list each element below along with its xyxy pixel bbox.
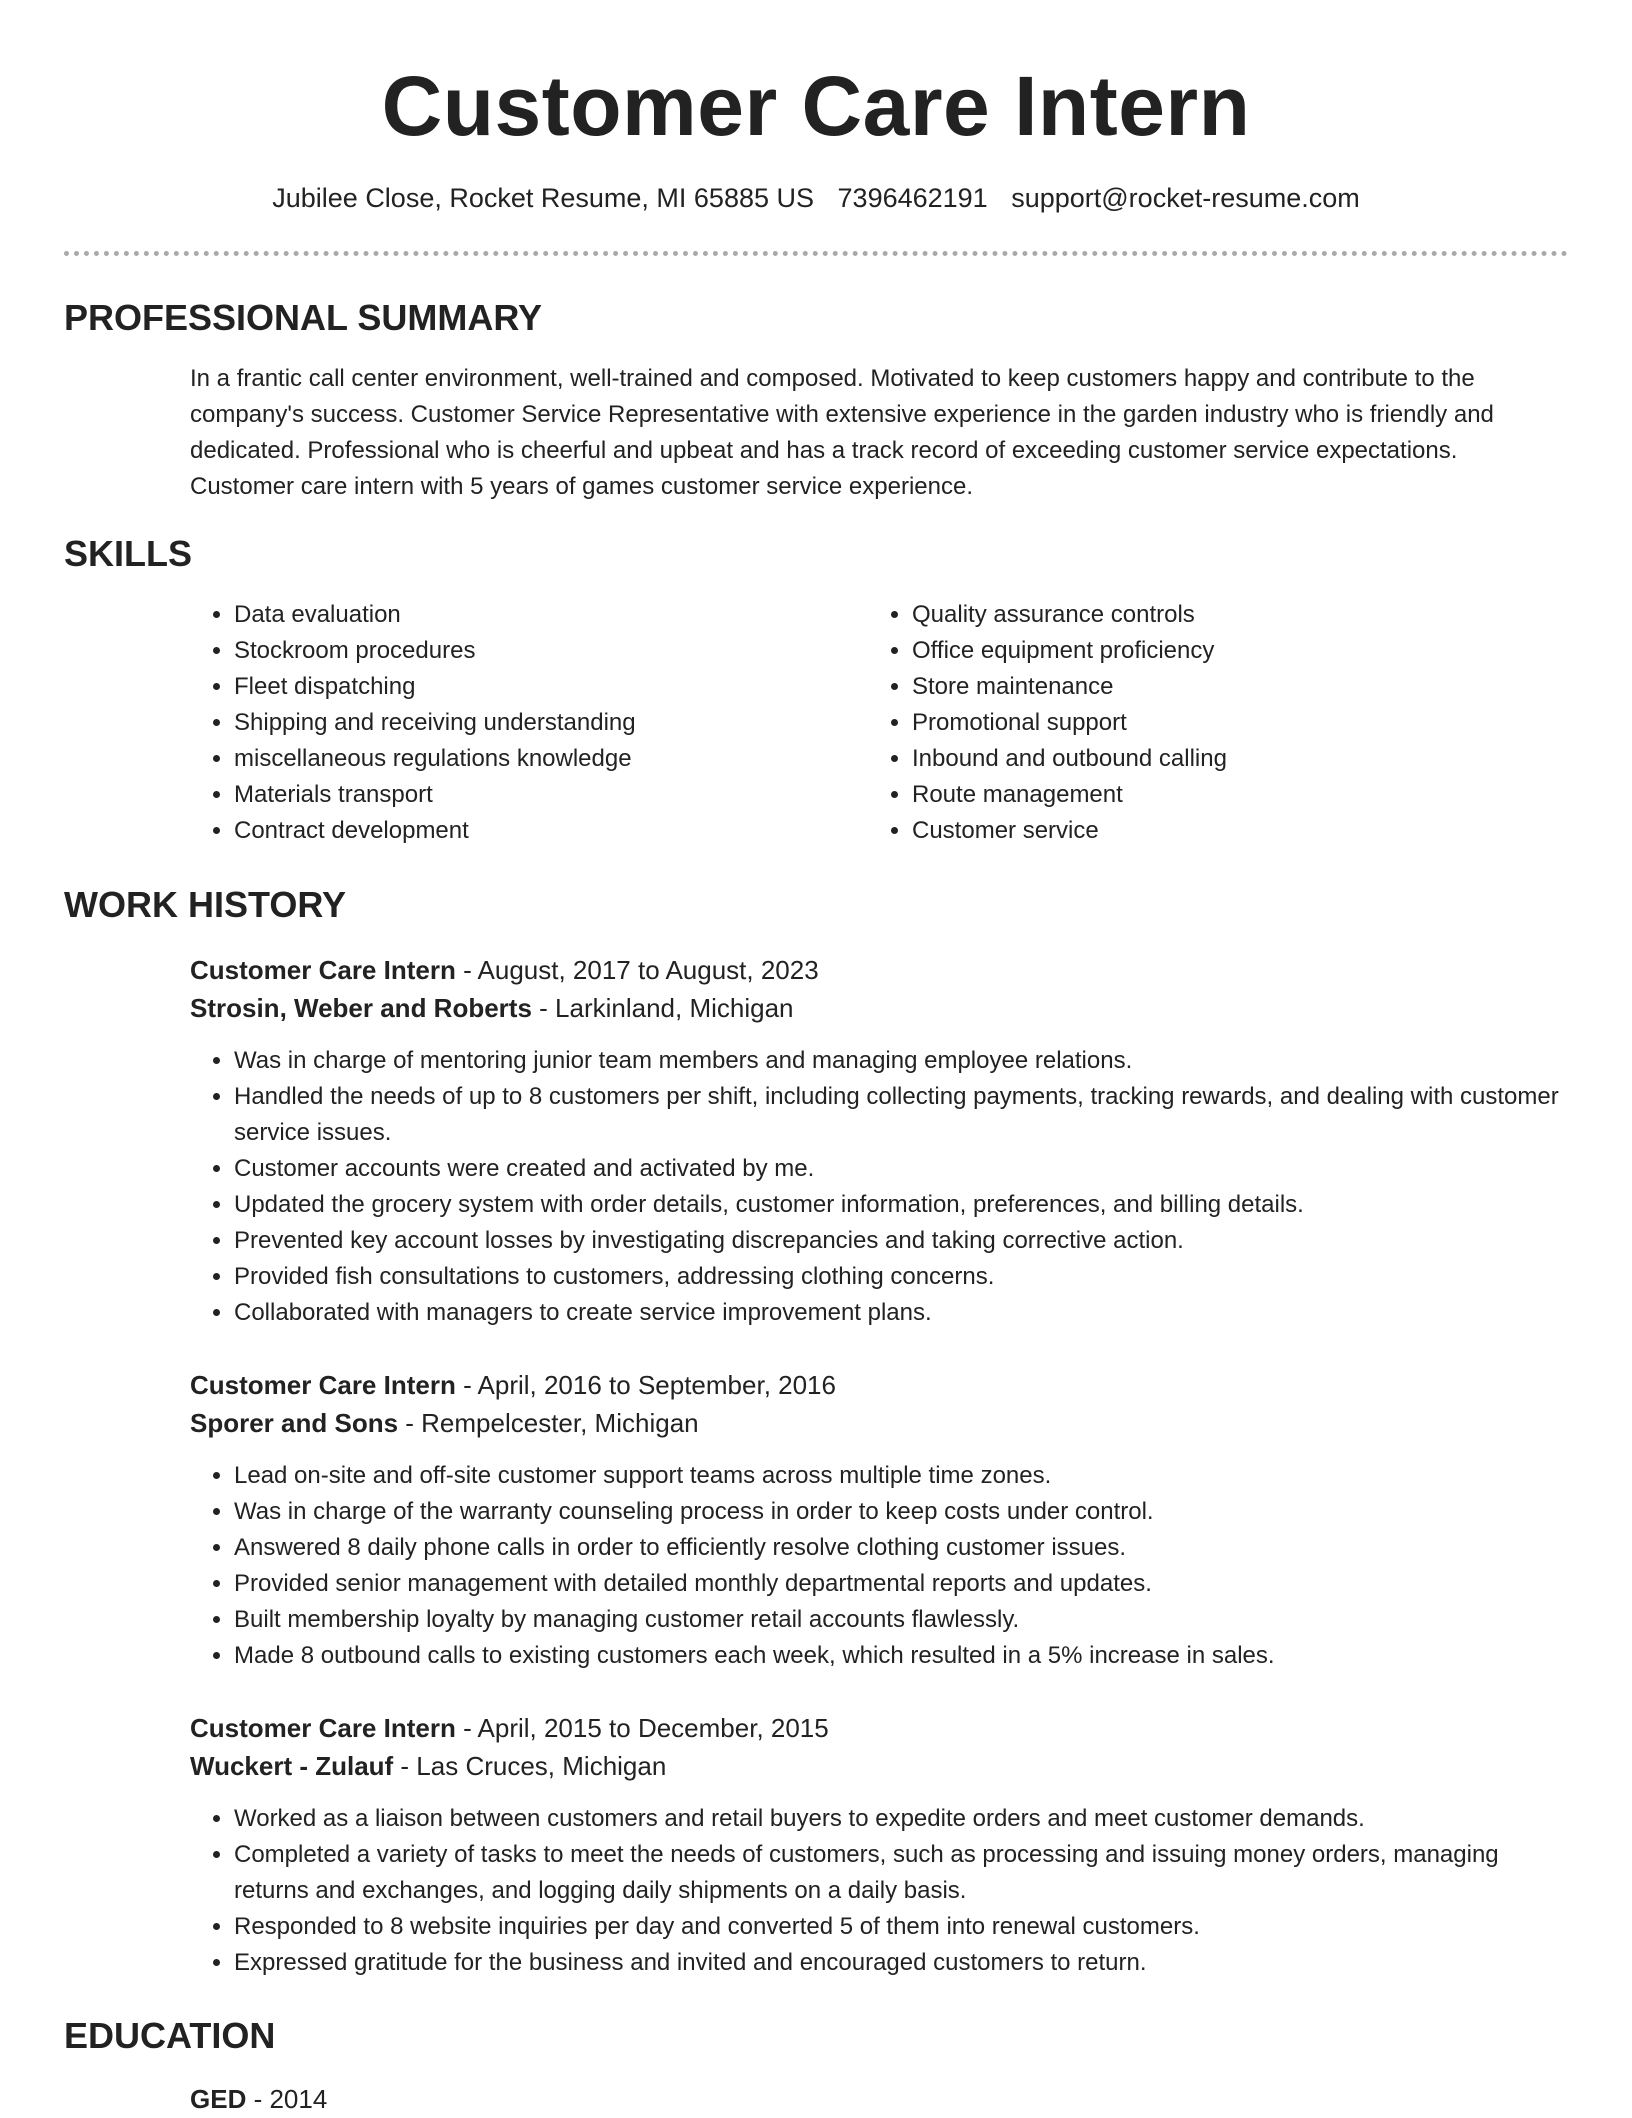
contact-phone: 7396462191 bbox=[837, 183, 988, 213]
job-bullet-item: • Updated the grocery system with order details, customer information, preferences, and billing details. bbox=[234, 1187, 1570, 1223]
job-role: Customer Care Intern bbox=[190, 955, 456, 985]
skill-item: • Data evaluation bbox=[234, 597, 830, 633]
job-bullets bbox=[190, 1043, 1570, 1331]
job-bullet-item: • Was in charge of mentoring junior team members and managing employee relations. bbox=[234, 1043, 1570, 1079]
skill-item: • Fleet dispatching bbox=[234, 669, 830, 705]
skill-item: • Office equipment proficiency bbox=[912, 633, 1508, 669]
job-entry bbox=[190, 1709, 1570, 1981]
job-location: - Las Cruces, Michigan bbox=[393, 1751, 667, 1781]
job-bullet-item: • Lead on-site and off-site customer support teams across multiple time zones. bbox=[234, 1458, 1570, 1494]
job-location: - Rempelcester, Michigan bbox=[398, 1408, 699, 1438]
education-year: - 2014 bbox=[246, 2084, 328, 2114]
job-bullet-item: • Was in charge of the warranty counseling process in order to keep costs under control. bbox=[234, 1494, 1570, 1530]
job-title-line bbox=[190, 1709, 1570, 1747]
job-bullet-item: • Completed a variety of tasks to meet the needs of customers, such as processing and issuing money orders, managing returns and exchanges, and logging daily shipments on a daily basis. bbox=[234, 1837, 1570, 1909]
education-entry bbox=[190, 2080, 327, 2118]
skill-item: • Customer service bbox=[912, 813, 1508, 849]
skill-item: • miscellaneous regulations knowledge bbox=[234, 741, 830, 777]
job-bullet-item: • Responded to 8 website inquiries per day and converted 5 of them into renewal customers. bbox=[234, 1909, 1570, 1945]
job-title-line bbox=[190, 951, 1570, 989]
job-bullet-item: • Prevented key account losses by investigating discrepancies and taking corrective action. bbox=[234, 1223, 1570, 1259]
job-bullet-item: • Answered 8 daily phone calls in order to efficiently resolve clothing customer issues. bbox=[234, 1530, 1570, 1566]
summary-text: In a frantic call center environment, well-trained and composed. Motivated to keep customers happy and contribute to the company's success. Customer Service Representative with extensive experience in the garden industry who is friendly and dedicated. Professional who is cheerful and upbeat and has a track record of exceeding customer service expectations. Customer care intern with 5 years of games customer service experience. bbox=[190, 365, 1494, 500]
job-bullet-item: • Worked as a liaison between customers and retail buyers to expedite orders and meet customer demands. bbox=[234, 1801, 1570, 1837]
job-entry bbox=[190, 951, 1570, 1331]
job-bullets bbox=[190, 1801, 1570, 1981]
skill-item: • Materials transport bbox=[234, 777, 830, 813]
skills-heading: SKILLS bbox=[64, 533, 193, 574]
job-dates: - April, 2015 to December, 2015 bbox=[455, 1713, 829, 1743]
skill-item: • Route management bbox=[912, 777, 1508, 813]
work-heading: WORK HISTORY bbox=[64, 884, 347, 925]
skills-left-column bbox=[190, 597, 830, 849]
job-company: Strosin, Weber and Roberts bbox=[190, 993, 532, 1023]
job-company-line bbox=[190, 989, 1570, 1027]
candidate-name: Customer Care Intern bbox=[381, 59, 1251, 153]
job-company-line bbox=[190, 1404, 1570, 1442]
skill-item: • Store maintenance bbox=[912, 669, 1508, 705]
job-bullets bbox=[190, 1458, 1570, 1674]
job-bullet-item: • Handled the needs of up to 8 customers per shift, including collecting payments, tracking rewards, and dealing with customer service issues. bbox=[234, 1079, 1570, 1151]
job-bullet-item: • Made 8 outbound calls to existing customers each week, which resulted in a 5% increase in sales. bbox=[234, 1638, 1570, 1674]
skill-item: • Shipping and receiving understanding bbox=[234, 705, 830, 741]
skills-right-column bbox=[868, 597, 1508, 849]
job-bullet-item: • Expressed gratitude for the business and invited and encouraged customers to return. bbox=[234, 1945, 1570, 1981]
contact-address: Jubilee Close, Rocket Resume, MI 65885 US bbox=[272, 183, 815, 213]
job-bullet-item: • Collaborated with managers to create service improvement plans. bbox=[234, 1295, 1570, 1331]
job-company: Wuckert - Zulauf bbox=[190, 1751, 394, 1781]
job-company: Sporer and Sons bbox=[190, 1408, 399, 1438]
skill-item: • Quality assurance controls bbox=[912, 597, 1508, 633]
skill-item: • Inbound and outbound calling bbox=[912, 741, 1508, 777]
contact-line bbox=[0, 180, 1632, 216]
education-degree: GED bbox=[190, 2084, 247, 2114]
education-heading: EDUCATION bbox=[64, 2015, 276, 2056]
job-title-line bbox=[190, 1366, 1570, 1404]
job-role: Customer Care Intern bbox=[190, 1713, 456, 1743]
skill-item: • Contract development bbox=[234, 813, 830, 849]
job-bullet-item: • Provided fish consultations to customers, addressing clothing concerns. bbox=[234, 1259, 1570, 1295]
skill-item: • Stockroom procedures bbox=[234, 633, 830, 669]
skills-right-list bbox=[868, 597, 1508, 849]
header-divider bbox=[64, 251, 1568, 256]
job-bullet-item: • Built membership loyalty by managing customer retail accounts flawlessly. bbox=[234, 1602, 1570, 1638]
job-role: Customer Care Intern bbox=[190, 1370, 456, 1400]
job-bullet-item: • Customer accounts were created and activated by me. bbox=[234, 1151, 1570, 1187]
contact-email: support@rocket-resume.com bbox=[1011, 183, 1360, 213]
skill-item: • Promotional support bbox=[912, 705, 1508, 741]
job-company-line bbox=[190, 1747, 1570, 1785]
job-entry bbox=[190, 1366, 1570, 1674]
skills-left-list bbox=[190, 597, 830, 849]
job-dates: - August, 2017 to August, 2023 bbox=[455, 955, 819, 985]
job-dates: - April, 2016 to September, 2016 bbox=[455, 1370, 836, 1400]
job-location: - Larkinland, Michigan bbox=[531, 993, 794, 1023]
summary-heading: PROFESSIONAL SUMMARY bbox=[64, 297, 543, 338]
job-bullet-item: • Provided senior management with detailed monthly departmental reports and updates. bbox=[234, 1566, 1570, 1602]
